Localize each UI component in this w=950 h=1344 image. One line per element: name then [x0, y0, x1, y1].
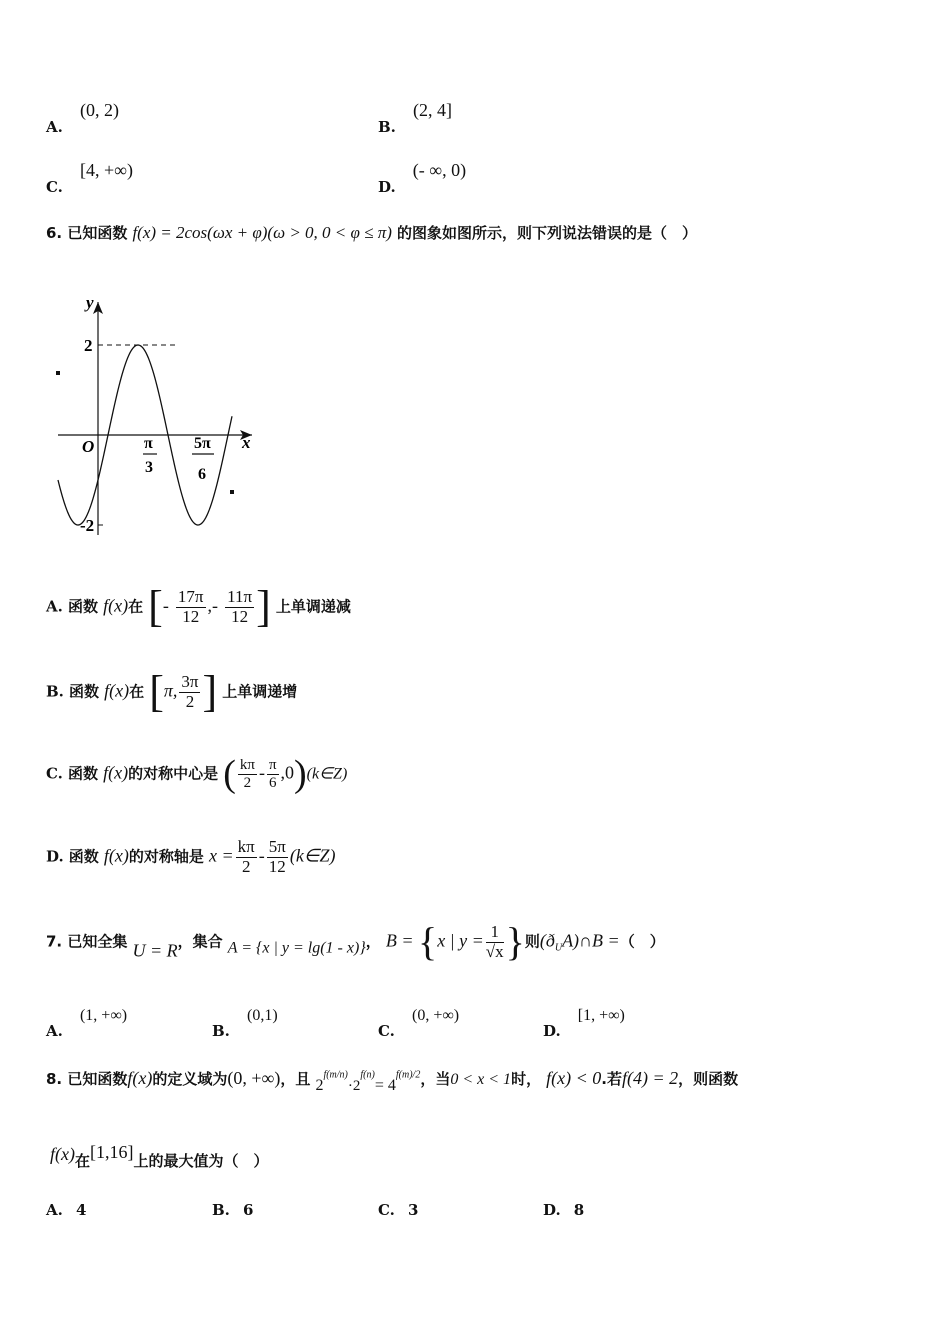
q6-function: f(x) = 2cos(ωx + φ)(ω > 0, 0 < φ ≤ π): [132, 223, 392, 242]
option-text: 的对称轴是: [128, 847, 204, 866]
fraction: $\frac{11\pi}{12}$: [227, 586, 253, 626]
fraction: $\frac{3\pi}{2}$: [181, 671, 199, 711]
q8-domain: (0, +∞): [227, 1068, 281, 1088]
set-b-name: B =: [385, 930, 418, 951]
q7-option-a[interactable]: [46, 1005, 127, 1040]
option-text: 函数: [67, 597, 98, 616]
option-value: 3: [408, 1201, 419, 1219]
option-label: D.: [378, 178, 396, 196]
x-tick1-den: 3: [145, 459, 153, 476]
left-brace: {: [417, 919, 438, 964]
x-tick2-num: 5π: [194, 435, 211, 452]
option-text: 函数: [68, 847, 99, 866]
q8-option-c[interactable]: [378, 1200, 418, 1219]
fraction: $\frac{17\pi}{12}$: [177, 586, 204, 626]
option-label: B.: [212, 1022, 230, 1040]
option-func: f(x): [103, 845, 129, 866]
option-text: 函数: [69, 682, 100, 701]
minus-sign: -: [258, 762, 265, 783]
option-expr: (0,1): [247, 1007, 278, 1024]
q8-interval: [1,16]: [90, 1142, 134, 1162]
y-max-label: 2: [84, 336, 93, 355]
left-bracket: [: [148, 582, 163, 631]
q7-then: 则: [524, 932, 540, 951]
q8-and: ，且: [280, 1070, 311, 1088]
right-brace: }: [505, 919, 525, 964]
fraction: $\frac{k\pi}{2}$: [237, 837, 255, 876]
eq-base: 2: [315, 1077, 324, 1094]
eq-rhs: = 4: [374, 1077, 396, 1094]
q8-prefix: 8. 已知函数: [46, 1070, 128, 1088]
option-label: D.: [543, 1022, 561, 1040]
eq-base: ·2: [347, 1078, 361, 1094]
fraction: $\frac{\pi}{6}$: [268, 757, 277, 791]
option-label: C.: [378, 1022, 395, 1040]
fraction: $\frac{5\pi}{12}$: [268, 837, 286, 876]
q8-option-a[interactable]: [46, 1200, 86, 1219]
x-tick1-num: π: [144, 435, 153, 452]
option-func: f(x): [103, 595, 129, 616]
q7-set-word: ，集合: [177, 932, 223, 951]
option-expr: (1, +∞): [79, 1007, 128, 1024]
option-label: D.: [46, 847, 64, 866]
q7-stem: [46, 919, 665, 964]
eq-exponent: f(m/n): [323, 1069, 348, 1081]
q7-expression: A)∩B =: [562, 930, 620, 951]
q8-domain-text: 的定义域为: [152, 1070, 228, 1088]
eq-exponent: f(m)/2: [395, 1069, 421, 1081]
right-bracket: ]: [256, 582, 271, 631]
fraction: $\frac{k\pi}{2}$: [239, 757, 255, 791]
q7-option-b[interactable]: [212, 1005, 278, 1040]
set-b-body: x | y =: [437, 930, 484, 951]
separator: ,-: [207, 595, 219, 616]
option-text: 上单调递减: [275, 597, 351, 616]
q8-option-d[interactable]: [543, 1200, 584, 1219]
q8-in: 在: [74, 1152, 90, 1170]
q6-suffix: 的图象如图所示，则下列说法错误的是（ ）: [397, 224, 698, 242]
q6-stem: [46, 222, 697, 243]
y-axis-label: y: [86, 293, 94, 312]
q7-answer-blank: （ ）: [619, 932, 665, 951]
q6-prefix: 6. 已知函数: [46, 224, 128, 242]
right-bracket: ]: [202, 667, 218, 716]
complement: (ð: [539, 930, 555, 951]
center-y: ,0: [280, 762, 295, 783]
option-expr: [4, +∞): [80, 160, 133, 180]
x-tick2-den: 6: [198, 466, 206, 483]
option-label: C.: [46, 178, 63, 196]
q8-stem-line2: [50, 1142, 269, 1171]
universal-set: U = R: [132, 940, 178, 961]
option-label: D.: [543, 1201, 561, 1219]
option-label: C.: [378, 1201, 395, 1219]
condition: (k∈Z): [289, 845, 336, 866]
q6-cosine-graph: [40, 290, 270, 550]
q7-option-d[interactable]: [543, 1005, 625, 1040]
q8-stem-line1: [46, 1068, 738, 1095]
condition: (k∈Z): [306, 765, 348, 783]
q8-negative: f(x) < 0: [546, 1068, 602, 1088]
q8-question-tail: 上的最大值为（ ）: [133, 1152, 269, 1170]
interval-start: π,: [163, 680, 178, 701]
q5-option-c[interactable]: [46, 160, 133, 196]
x-axis-label: x: [242, 433, 251, 452]
q7-prefix: 7. 已知全集: [46, 932, 128, 951]
option-label: A.: [46, 1201, 63, 1219]
q8-func: f(x): [127, 1068, 153, 1088]
option-expr: (0, 2): [79, 100, 119, 120]
option-text: 在: [128, 597, 144, 616]
q8-if: .若: [601, 1070, 622, 1088]
left-paren: (: [223, 753, 236, 795]
q7-comma: ，: [365, 932, 381, 951]
q8-option-b[interactable]: [212, 1200, 253, 1219]
curve-left-endpoint: [56, 371, 60, 375]
option-text: 的对称中心是: [128, 764, 219, 783]
q6-option-c[interactable]: [46, 755, 347, 793]
option-expr: [1, +∞): [577, 1007, 625, 1024]
q5-option-d[interactable]: [378, 160, 466, 196]
option-value: 8: [573, 1201, 585, 1219]
q8-func: f(x): [50, 1144, 75, 1164]
right-paren: ): [294, 753, 307, 795]
q6-option-b[interactable]: [46, 667, 298, 716]
eq-exponent: f(n): [360, 1069, 375, 1081]
option-value: 4: [75, 1201, 87, 1219]
q8-then: ，则函数: [678, 1070, 739, 1088]
option-text: 函数: [68, 764, 99, 783]
minus-sign: -: [258, 845, 265, 866]
complement-subscript: U: [554, 942, 563, 954]
option-label: B.: [378, 118, 396, 136]
option-label: B.: [212, 1201, 230, 1219]
q5-option-b[interactable]: [378, 100, 452, 136]
option-text: 上单调递增: [222, 682, 298, 701]
option-text: 在: [129, 682, 145, 701]
option-label: B.: [46, 682, 64, 701]
left-bracket: [: [149, 667, 164, 716]
minus-sign: -: [162, 595, 169, 616]
option-label: A.: [46, 1022, 63, 1040]
option-expr: (0, +∞): [412, 1007, 460, 1024]
axis-x-eq: x =: [209, 845, 234, 866]
option-label: A.: [46, 597, 63, 616]
q5-option-a[interactable]: [46, 100, 119, 136]
q8-f4: f(4) = 2: [622, 1068, 679, 1088]
option-func: f(x): [104, 680, 130, 701]
option-label: C.: [46, 764, 63, 783]
set-a: A = {x | y = lg(1 - x)}: [227, 939, 366, 957]
q8-condition: 0 < x < 1: [450, 1071, 512, 1088]
origin-label: O: [82, 437, 95, 456]
q7-option-c[interactable]: [378, 1005, 459, 1040]
curve-right-endpoint: [230, 490, 234, 494]
q6-option-d[interactable]: [46, 838, 336, 876]
q6-option-a[interactable]: [46, 582, 351, 631]
option-func: f(x): [103, 762, 129, 783]
option-label: A.: [46, 118, 63, 136]
option-expr: (2, 4]: [413, 100, 452, 120]
fraction: $\frac{1}{√x}$: [485, 921, 504, 961]
q8-time: 时，: [511, 1070, 542, 1088]
option-value: 6: [243, 1201, 254, 1219]
option-expr: (- ∞, 0): [412, 160, 467, 180]
y-min-label: -2: [80, 516, 95, 535]
q8-when: ，当: [420, 1070, 451, 1088]
